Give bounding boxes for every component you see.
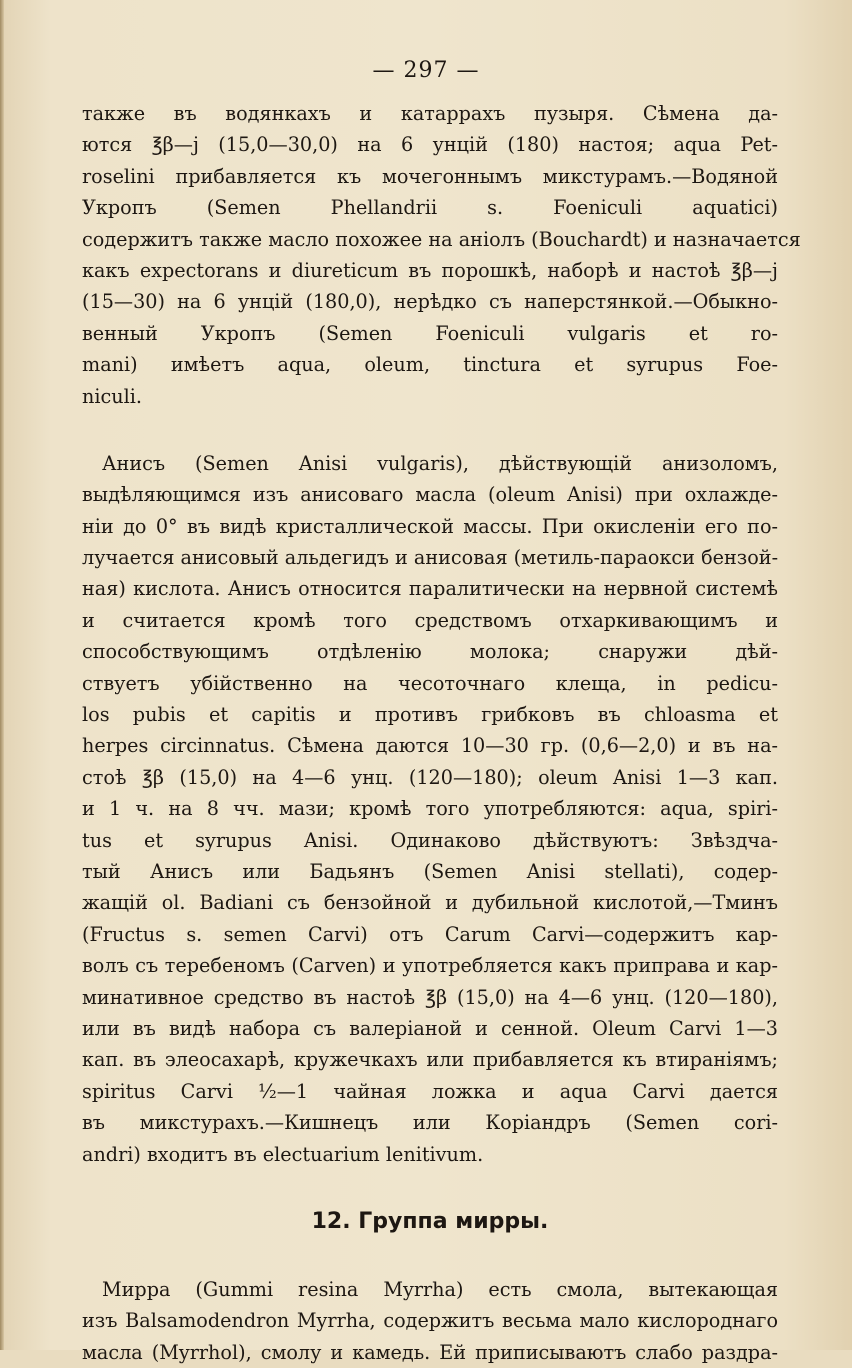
text-line: стоѣ ℥β (15,0) на 4—6 унц. (120—180); oleum Anisi 1—3 кап.	[82, 765, 778, 789]
text-line: въ микстурахъ.—Кишнецъ или Коріандръ (Semen cori-	[82, 1111, 778, 1135]
text-line: roselini прибавляется къ мочегоннымъ микстурамъ.—Водяной	[82, 164, 778, 188]
text-line: лучается анисовый альдегидъ и анисовая (метиль-параокси бензой-	[82, 546, 779, 570]
text-line: какъ expectorans и diureticum въ порошкѣ, наборѣ и настоѣ ℥β—j	[82, 258, 778, 282]
text-line: ніи до 0° въ видѣ кристаллической массы. При окисленіи его по-	[82, 514, 778, 538]
text-line: niculi.	[82, 384, 142, 408]
text-line: способствующимъ отдѣленію молока; снаружи дѣй-	[82, 640, 778, 664]
text-line: выдѣляющимся изъ анисоваго масла (oleum Anisi) при охлажде-	[82, 483, 778, 507]
text-line: (15—30) на 6 унцій (180,0), нерѣдко съ наперстянкой.—Обыкно-	[82, 290, 778, 314]
text-line: тый Анисъ или Бадьянъ (Semen Anisi stellati), содер-	[82, 859, 778, 883]
text-line: волъ съ теребеномъ (Carven) и употребляется какъ приправа и кар-	[82, 954, 778, 978]
text-line: Мирра (Gummi resina Myrrha) есть смола, вытекающая	[102, 1277, 778, 1301]
text-line: los pubis et capitis и противъ грибковъ въ chloasma et	[82, 703, 778, 727]
text-line: ная) кислота. Анисъ относится паралитически на нервной системѣ	[82, 577, 778, 601]
text-line: (Fructus s. semen Carvi) отъ Carum Carvi—содержитъ кар-	[82, 922, 778, 946]
text-line: и 1 ч. на 8 чч. мази; кромѣ того употребляются: aqua, spiri-	[82, 797, 778, 821]
text-line: также въ водянкахъ и катаррахъ пузыря. Сѣмена да-	[82, 102, 778, 125]
text-line: кап. въ элеосахарѣ, кружечкахъ или прибавляется къ втираніямъ;	[82, 1048, 778, 1072]
text-line: жащій ol. Badiani съ бензойной и дубильной кислотой,—Тминъ	[82, 891, 778, 915]
text-line: mani) имѣетъ aqua, oleum, tinctura et syrupus Foe-	[82, 353, 778, 377]
section-gap	[82, 1244, 778, 1274]
text-line: Укропъ (Semen Phellandrii s. Foeniculi aquatici)	[82, 196, 778, 220]
text-line: Анисъ (Semen Anisi vulgaris), дѣйствующій анизоломъ,	[102, 451, 778, 475]
text-line: ются ℥β—j (15,0—30,0) на 6 унцій (180) настоя; aqua Pet-	[82, 133, 778, 157]
text-line: tus et syrupus Anisi. Одинаково дѣйствуютъ: Звѣздча-	[82, 828, 778, 852]
text-line: spiritus Carvi ½—1 чайная ложка и aqua Carvi дается	[82, 1079, 778, 1103]
section-heading: 12. Группа мирры.	[311, 1208, 549, 1234]
text-line: венный Укропъ (Semen Foeniculi vulgaris et ro-	[82, 321, 778, 345]
text-line: масла (Myrrhol), смолу и камедь. Ей приписываютъ слабо раздра-	[82, 1340, 778, 1364]
section-gap	[82, 1170, 778, 1200]
text-line: содержитъ также масло похожее на аніолъ (Bouchardt) и назначается	[82, 227, 801, 251]
text-line: andri) входитъ въ electuarium lenitivum.	[82, 1142, 484, 1166]
paragraph-gap	[82, 412, 778, 448]
text-line: или въ видѣ набора съ валеріаной и сенной. Oleum Carvi 1—3	[82, 1016, 778, 1040]
page-number: — 297 —	[372, 58, 480, 83]
text-line: и считается кромѣ того средствомъ отхаркивающимъ и	[82, 608, 778, 632]
page-edge	[0, 0, 4, 1350]
page-body	[82, 98, 801, 1368]
text-line: ствуетъ убійственно на чесоточнаго клеща, in pedicu-	[82, 671, 778, 695]
text-line: herpes circinnatus. Сѣмена даются 10—30 гр. (0,6—2,0) и въ на-	[82, 734, 778, 758]
text-line: минативное средство въ настоѣ ℥β (15,0) на 4—6 унц. (120—180),	[82, 985, 778, 1009]
text-line: изъ Balsamodendron Myrrha, содержитъ весьма мало кислороднаго	[82, 1309, 778, 1333]
